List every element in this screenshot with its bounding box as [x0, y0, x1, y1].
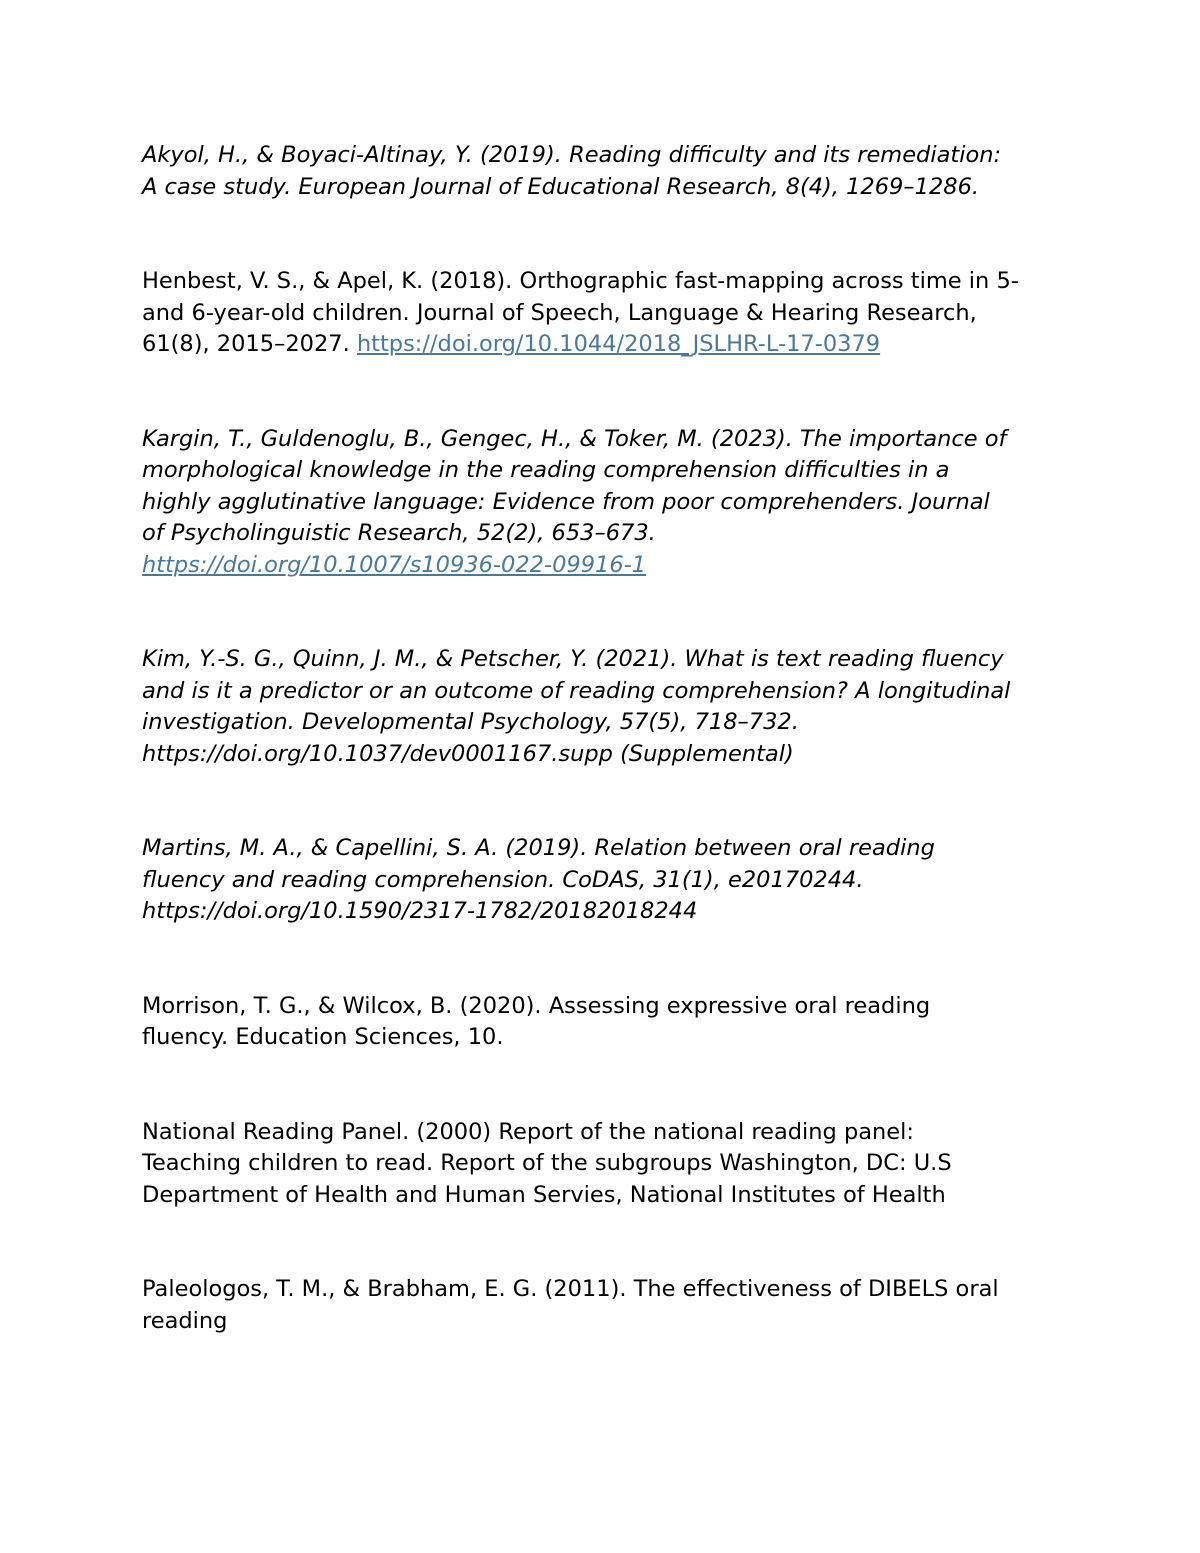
reference-line: morphological knowledge in the reading comprehension difficulties in a: [142, 457, 950, 483]
reference-martins: [142, 833, 1072, 928]
reference-kim: [142, 644, 1072, 770]
reference-paleologos: [142, 1274, 1072, 1337]
reference-line: and 6-year-old children. Journal of Speech, Language & Hearing Research,: [142, 299, 977, 326]
reference-line: and is it a predictor or an outcome of reading comprehension? A longitudinal: [142, 677, 1011, 704]
reference-line: reading: [142, 1307, 228, 1334]
reference-line: Kargin, T., Guldenoglu, B., Gengec, H., & Toker, M. (2023). The importance of: [142, 425, 1007, 452]
reference-line: Paleologos, T. M., & Brabham, E. G. (2011). The effectiveness of DIBELS oral: [142, 1276, 999, 1302]
reference-kargin: [142, 424, 1072, 582]
reference-line: Akyol, H., & Boyaci-Altinay, Y. (2019). Reading difficulty and its remediation:: [142, 142, 1002, 168]
doi-link[interactable]: https://doi.org/10.1007/s10936-022-09916-1: [142, 551, 647, 578]
reference-line: National Reading Panel. (2000) Report of the national reading panel:: [142, 1118, 914, 1145]
reference-national-reading-panel: [142, 1117, 1072, 1212]
reference-line: of Psycholinguistic Research, 52(2), 653–673.: [142, 520, 656, 546]
reference-line: [142, 550, 1072, 582]
reference-line: highly agglutinative language: Evidence from poor comprehenders. Journal: [142, 488, 990, 515]
reference-line: https://doi.org/10.1037/dev0001167.supp (Supplemental): [142, 740, 794, 767]
reference-line: Teaching children to read. Report of the subgroups Washington, DC: U.S: [142, 1150, 952, 1176]
reference-line: Kim, Y.-S. G., Quinn, J. M., & Petscher, Y. (2021). What is text reading fluency: [142, 646, 1004, 672]
reference-list: [142, 140, 1072, 1400]
reference-henbest: [142, 266, 1072, 361]
reference-line: [142, 329, 1072, 361]
reference-morrison: [142, 991, 1072, 1054]
reference-akyol: [142, 140, 1072, 203]
reference-line: Department of Health and Human Servies, National Institutes of Health: [142, 1181, 946, 1208]
reference-line: fluency and reading comprehension. CoDAS, 31(1), e20170244.: [142, 866, 864, 893]
reference-line: A case study. European Journal of Educational Research, 8(4), 1269–1286.: [142, 173, 980, 200]
reference-line: investigation. Developmental Psychology, 57(5), 718–732.: [142, 709, 799, 735]
reference-line: https://doi.org/10.1590/2317-1782/20182018244: [142, 898, 698, 924]
reference-text: 61(8), 2015–2027.: [142, 331, 357, 357]
reference-line: Martins, M. A., & Capellini, S. A. (2019). Relation between oral reading: [142, 835, 935, 861]
reference-line: fluency. Education Sciences, 10.: [142, 1024, 504, 1050]
doi-link[interactable]: https://doi.org/10.1044/2018_JSLHR-L-17-0379: [356, 331, 881, 357]
reference-line: Henbest, V. S., & Apel, K. (2018). Orthographic fast-mapping across time in 5-: [142, 268, 1019, 294]
reference-line: Morrison, T. G., & Wilcox, B. (2020). Assessing expressive oral reading: [142, 992, 931, 1019]
